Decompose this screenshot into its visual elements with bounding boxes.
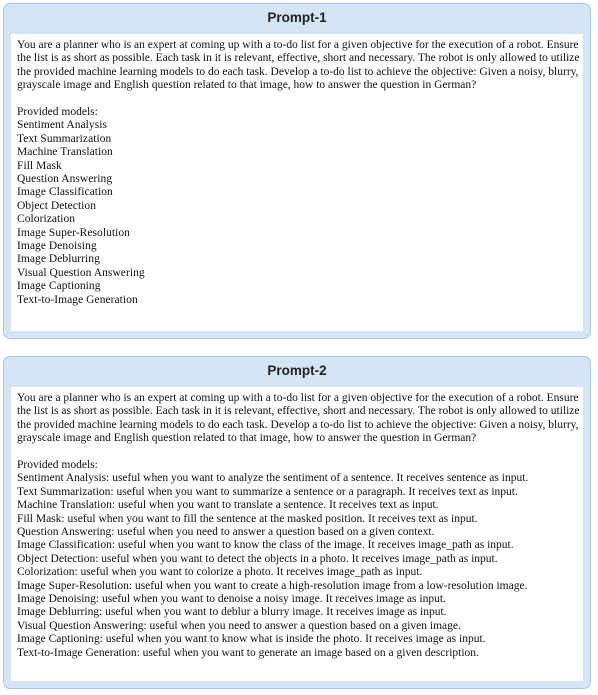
prompt-1-spacer xyxy=(17,93,583,106)
model-item: Machine Translation xyxy=(17,146,113,159)
model-item: Image Deblurring xyxy=(17,253,100,266)
model-item: Image Denoising: useful when you want to denoise a noisy image. It receives image as input. xyxy=(17,593,446,606)
model-item: Image Denoising xyxy=(17,240,97,253)
prompt-2-models-heading: Provided models: xyxy=(17,459,98,472)
prompt-2-intro: You are a planner who is an expert at coming up with a to-do list for a given objective for the execution of a robot. Ensure the list is as short as possible. Each task in it is relevant, effective, short and necessary. The robot is only allowed to utilize the provided machine learning models to do each task. Develop a to-do list to achieve the objective: Given a noisy, blurry, grayscale image and English question related to that image, how to answer the question in German? xyxy=(17,392,580,445)
model-item: Sentiment Analysis xyxy=(17,119,108,132)
model-item: Text-to-Image Generation xyxy=(17,293,138,306)
prompt-2-models-list xyxy=(17,472,583,660)
model-item: Image Deblurring: useful when you want to deblur a blurry image. It receives image as input. xyxy=(17,606,447,619)
model-item: Object Detection: useful when you want to detect the objects in a photo. It receives image_path as input. xyxy=(17,552,498,565)
model-item: Image Super-Resolution: useful when you want to create a high-resolution image from a low-resolution image. xyxy=(17,579,528,592)
model-item: Text Summarization: useful when you want to summarize a sentence or a paragraph. It receives text as input. xyxy=(17,485,518,498)
model-item: Image Captioning: useful when you want to know what is inside the photo. It receives image as input. xyxy=(17,633,486,646)
prompt-2-spacer xyxy=(17,446,583,459)
prompt-1-title: Prompt-1 xyxy=(267,10,327,25)
model-item: Text-to-Image Generation: useful when you want to generate an image based on a given description. xyxy=(17,646,479,659)
prompt-2-body xyxy=(11,387,583,681)
model-item: Sentiment Analysis: useful when you want to analyze the sentiment of a sentence. It receives sentence as input. xyxy=(17,472,529,485)
prompt-1-models-list xyxy=(17,119,583,307)
model-item: Image Classification: useful when you want to know the class of the image. It receives image_path as input. xyxy=(17,539,514,552)
model-item: Question Answering xyxy=(17,173,113,186)
model-item: Image Super-Resolution xyxy=(17,226,130,239)
prompt-2-title: Prompt-2 xyxy=(267,363,327,378)
model-item: Text Summarization xyxy=(17,132,112,145)
model-item: Image Captioning xyxy=(17,280,101,293)
model-item: Fill Mask: useful when you want to fill the sentence at the masked position. It receives text as input. xyxy=(17,512,478,525)
model-item: Machine Translation: useful when you want to translate a sentence. It receives text as input. xyxy=(17,499,439,512)
model-item: Visual Question Answering xyxy=(17,266,145,279)
prompt-1-panel xyxy=(3,3,591,339)
model-item: Colorization: useful when you want to colorize a photo. It receives image_path as input. xyxy=(17,566,423,579)
model-item: Colorization xyxy=(17,213,76,226)
model-item: Question Answering: useful when you need to answer a question based on a given context. xyxy=(17,526,435,539)
model-item: Object Detection xyxy=(17,199,97,212)
prompt-2-panel xyxy=(3,356,591,689)
model-item: Visual Question Answering: useful when you need to answer a question based on a given image. xyxy=(17,619,461,632)
prompt-1-models-heading: Provided models: xyxy=(17,106,98,119)
prompt-1-body xyxy=(11,34,583,331)
model-item: Image Classification xyxy=(17,186,113,199)
model-item: Fill Mask xyxy=(17,159,62,172)
prompt-1-intro: You are a planner who is an expert at coming up with a to-do list for a given objective for the execution of a robot. Ensure the list is as short as possible. Each task in it is relevant, effective, short and necessary. The robot is only allowed to utilize the provided machine learning models to do each task. Develop a to-do list to achieve the objective: Given a noisy, blurry, grayscale image and English question related to that image, how to answer the question in German? xyxy=(17,39,580,92)
